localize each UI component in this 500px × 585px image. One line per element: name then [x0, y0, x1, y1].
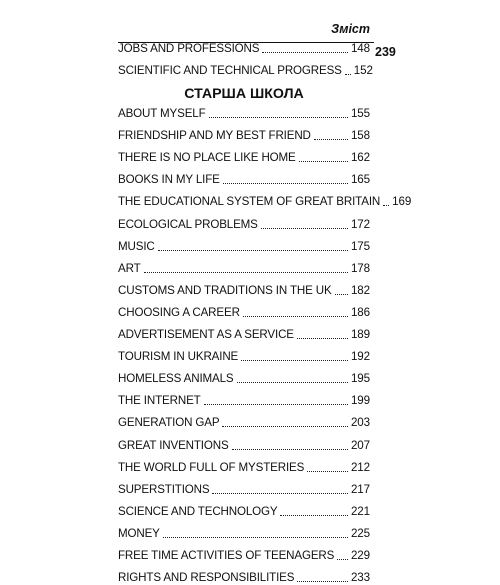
toc-entry-page: 172	[350, 217, 370, 231]
toc-entry-title: CHOOSING A CAREER	[118, 305, 240, 319]
toc-entry-page: 155	[350, 107, 370, 121]
toc-entry-page: 229	[350, 548, 370, 562]
dot-leader	[314, 139, 348, 140]
dot-leader	[212, 493, 347, 494]
toc-entry-title: FREE TIME ACTIVITIES OF TEENAGERS	[118, 548, 335, 562]
dot-leader	[299, 161, 348, 162]
toc-entry-title: CUSTOMS AND TRADITIONS IN THE UK	[118, 283, 332, 297]
toc-entry-title: ABOUT MYSELF	[118, 107, 206, 121]
toc-entry-title: RIGHTS AND RESPONSIBILITIES	[118, 571, 295, 585]
dot-leader	[241, 360, 348, 361]
dot-leader	[222, 426, 348, 427]
toc-entry-title: MUSIC	[118, 239, 155, 253]
toc-entry-title: ADVERTISEMENT AS A SERVICE	[118, 328, 294, 342]
toc-entry-title: THE INTERNET	[118, 394, 201, 408]
toc-entry-title: BOOKS IN MY LIFE	[118, 173, 220, 187]
dot-leader	[383, 205, 389, 206]
toc-entry	[118, 187, 412, 209]
toc-entry	[118, 519, 370, 541]
toc-entry	[118, 143, 370, 165]
toc-entry	[118, 165, 370, 187]
dot-leader	[209, 117, 348, 118]
toc-entry-title: THE EDUCATIONAL SYSTEM OF GREAT BRITAIN	[118, 195, 381, 209]
toc-entry-title: TOURISM IN UKRAINE	[118, 350, 239, 364]
toc-list	[118, 99, 412, 585]
toc-entry-page: 175	[350, 239, 370, 253]
toc-entry	[118, 320, 370, 342]
dot-leader	[163, 537, 348, 538]
toc-entry-title: ART	[118, 261, 141, 275]
toc-entry-page: 207	[350, 438, 370, 452]
toc-entry-title: JOBS AND PROFESSIONS	[118, 42, 260, 56]
dot-leader	[335, 294, 348, 295]
dot-leader	[345, 74, 351, 75]
toc-entry-page: 225	[350, 526, 370, 540]
dot-leader	[261, 228, 348, 229]
toc-entry-title: MONEY	[118, 526, 160, 540]
dot-leader	[307, 471, 348, 472]
toc-entry	[118, 342, 370, 364]
toc-entry	[118, 121, 370, 143]
toc-entry	[118, 364, 370, 386]
toc-entry	[118, 541, 370, 563]
toc-entry	[118, 209, 370, 231]
toc-entry-page: 169	[392, 195, 412, 209]
toc-entry-page: 195	[350, 372, 370, 386]
toc-entry-page: 203	[350, 416, 370, 430]
toc-entry	[118, 34, 370, 56]
toc-entry-page: 233	[350, 571, 370, 585]
dot-leader	[280, 515, 347, 516]
toc-entry	[118, 453, 370, 475]
toc-entry-title: SCIENCE AND TECHNOLOGY	[118, 504, 278, 518]
toc-entry-page: 152	[353, 64, 373, 78]
toc-entry-title: GENERATION GAP	[118, 416, 220, 430]
toc-entry	[118, 475, 370, 497]
toc-entry-title: GREAT INVENTIONS	[118, 438, 229, 452]
toc-entry	[118, 563, 370, 585]
dot-leader	[297, 581, 348, 582]
dot-leader	[297, 338, 348, 339]
toc-entry-page: 212	[350, 460, 370, 474]
dot-leader	[204, 404, 348, 405]
toc-entry-page: 199	[350, 394, 370, 408]
toc-list	[118, 34, 373, 78]
page-number: 239	[375, 45, 396, 59]
toc-entry	[118, 386, 370, 408]
toc-entry	[118, 276, 370, 298]
dot-leader	[223, 183, 348, 184]
dot-leader	[232, 449, 348, 450]
toc-entry	[118, 430, 370, 452]
toc-entry-page: 178	[350, 261, 370, 275]
toc-entry-page: 217	[350, 482, 370, 496]
toc-entry-page: 189	[350, 328, 370, 342]
toc-entry-title: SUPERSTITIONS	[118, 482, 210, 496]
toc-entry	[118, 232, 370, 254]
toc-entry-page: 182	[350, 283, 370, 297]
section-name: Зміст	[331, 22, 370, 36]
toc-entry-title: THE WORLD FULL OF MYSTERIES	[118, 460, 305, 474]
dot-leader	[262, 52, 348, 53]
toc-entry-page: 192	[350, 350, 370, 364]
toc-entry	[118, 99, 370, 121]
toc-entry-title: THERE IS NO PLACE LIKE HOME	[118, 151, 296, 165]
section-heading: СТАРША ШКОЛА	[184, 86, 304, 102]
toc-entry-page: 165	[350, 173, 370, 187]
toc-entry-title: FRIENDSHIP AND MY BEST FRIEND	[118, 129, 311, 143]
toc-entry-page: 158	[350, 129, 370, 143]
toc-entry-page: 186	[350, 305, 370, 319]
toc-entry-title: HOMELESS ANIMALS	[118, 372, 234, 386]
toc-entry	[118, 408, 370, 430]
toc-entry-page: 148	[350, 42, 370, 56]
dot-leader	[243, 316, 348, 317]
dot-leader	[337, 559, 348, 560]
toc-entry-title: ECOLOGICAL PROBLEMS	[118, 217, 258, 231]
dot-leader	[158, 250, 348, 251]
toc-entry	[118, 298, 370, 320]
dot-leader	[144, 272, 348, 273]
toc-entry	[118, 56, 373, 78]
toc-entry-title: SCIENTIFIC AND TECHNICAL PROGRESS	[118, 64, 342, 78]
toc-entry-page: 221	[350, 504, 370, 518]
toc-entry	[118, 497, 370, 519]
dot-leader	[237, 382, 348, 383]
toc-entry-page: 162	[350, 151, 370, 165]
toc-entry	[118, 254, 370, 276]
